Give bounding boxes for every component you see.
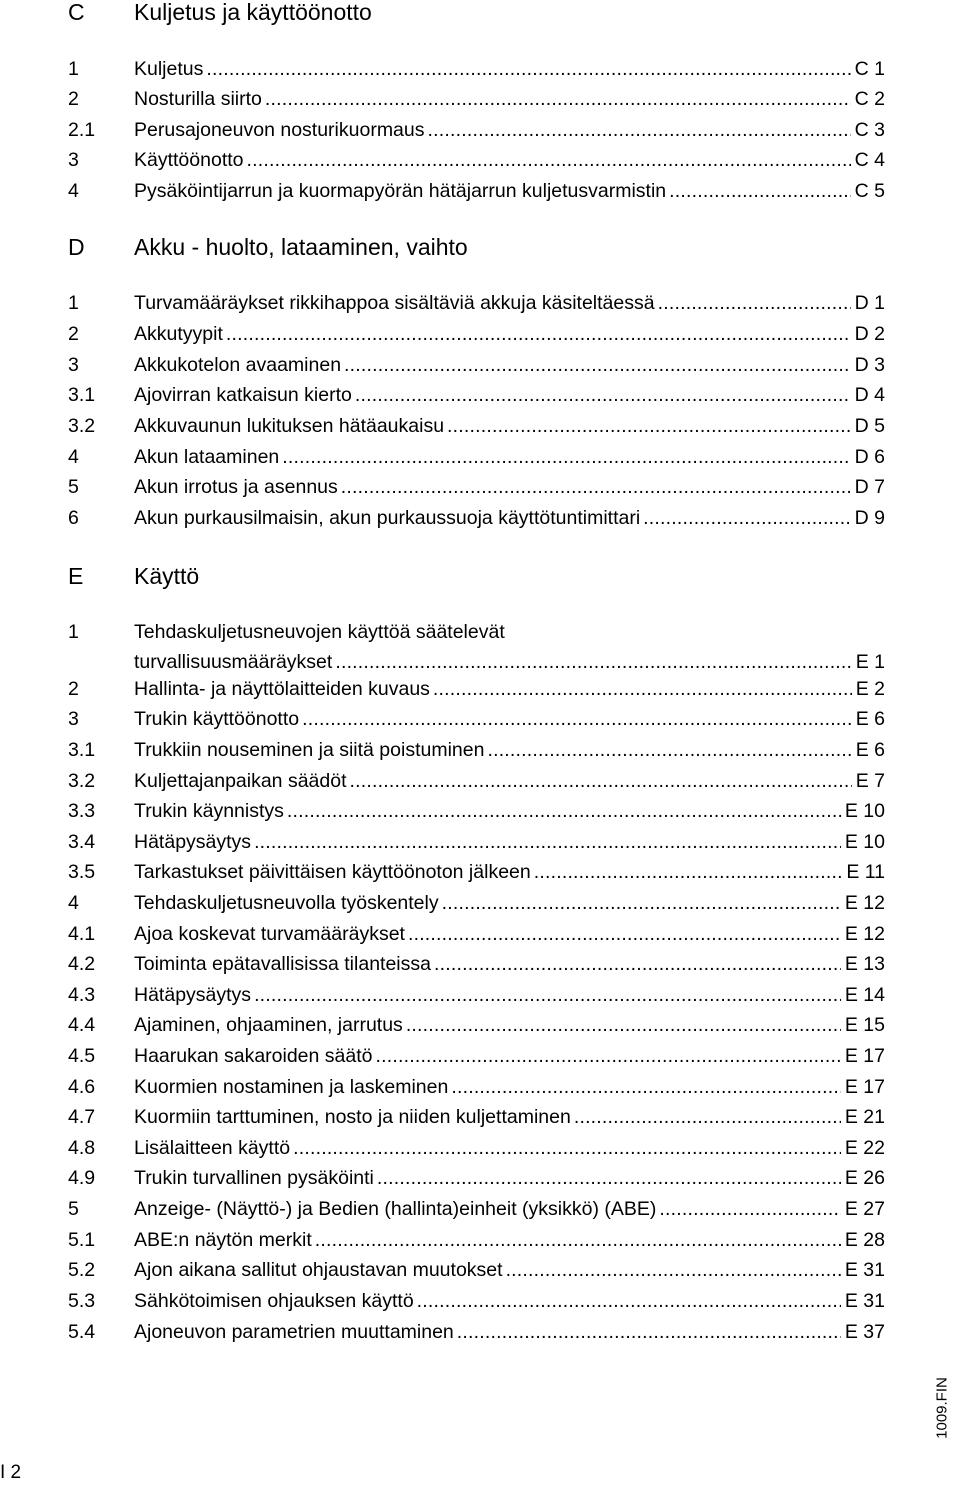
toc-label: Perusajoneuvon nosturikuormaus (134, 119, 425, 141)
toc-number: 2 (68, 323, 79, 345)
toc-entry[interactable] (68, 828, 885, 856)
toc-page: E 14 (844, 984, 885, 1006)
toc-page: D 4 (854, 384, 885, 406)
toc-number: 6 (68, 507, 79, 529)
leader-dots (659, 1195, 841, 1223)
section-title: Akku - huolto, lataaminen, vaihto (134, 234, 468, 260)
toc-page: E 31 (844, 1290, 885, 1312)
toc-entry[interactable] (68, 473, 885, 501)
toc-number: 3 (68, 708, 79, 730)
toc-number: 4.2 (68, 953, 96, 975)
toc-entry[interactable] (68, 85, 885, 113)
leader-dots (658, 289, 851, 317)
toc-number: 1 (68, 292, 79, 314)
leader-dots (254, 828, 841, 856)
toc-label: Nosturilla siirto (134, 88, 262, 110)
toc-entry[interactable] (68, 146, 885, 174)
leader-dots (302, 705, 852, 733)
section-letter: D (68, 234, 85, 260)
leader-dots (335, 648, 851, 676)
leader-dots (487, 736, 851, 764)
toc-label: Hallinta- ja näyttölaitteiden kuvaus (134, 678, 430, 700)
toc-page: E 21 (844, 1106, 885, 1128)
toc-label: Kuljetus (134, 58, 204, 80)
toc-entry[interactable] (68, 618, 885, 676)
toc-number: 4 (68, 446, 79, 468)
toc-page: E 11 (846, 861, 885, 883)
leader-dots (226, 320, 851, 348)
leader-dots (447, 412, 851, 440)
toc-page: E 37 (844, 1321, 885, 1343)
leader-dots (506, 1256, 841, 1284)
leader-dots (643, 504, 850, 532)
toc-label: Akkuvaunun lukituksen hätäaukaisu (134, 415, 445, 437)
toc-label: Anzeige- (Näyttö-) ja Bedien (hallinta)einheit (yksikkö) (ABE) (134, 1198, 657, 1220)
toc-label: ABE:n näytön merkit (134, 1229, 312, 1251)
toc-label: Trukin käynnistys (134, 800, 284, 822)
toc-number: 1 (68, 621, 79, 643)
toc-entry[interactable] (68, 858, 885, 886)
toc-label: Trukin käyttöönotto (134, 708, 300, 730)
toc-label: Trukin turvallinen pysäköinti (134, 1167, 374, 1189)
toc-entry[interactable] (68, 504, 885, 532)
toc-page: C 5 (854, 180, 885, 202)
toc-page: C 2 (854, 88, 885, 110)
toc-number: 3 (68, 354, 79, 376)
toc-page: D 9 (854, 507, 885, 529)
toc-label: Haarukan sakaroiden säätö (134, 1045, 373, 1067)
toc-number: 5 (68, 1198, 79, 1220)
toc-page: E 1 (855, 651, 885, 673)
document-code: 1009.FIN (933, 1377, 951, 1439)
toc-label: Akkutyypit (134, 323, 223, 345)
toc-number: 5.4 (68, 1321, 96, 1343)
toc-entry[interactable] (68, 736, 885, 764)
toc-label: Akun lataaminen (134, 446, 280, 468)
leader-dots (376, 1042, 841, 1070)
leader-dots (457, 1318, 841, 1346)
section-letter: E (68, 563, 84, 589)
toc-page: E 12 (844, 892, 885, 914)
toc-entry[interactable] (68, 950, 885, 978)
toc-label: Käyttöönotto (134, 149, 244, 171)
toc-number: 4.3 (68, 984, 96, 1006)
leader-dots (341, 473, 851, 501)
toc-number: 4.8 (68, 1137, 96, 1159)
toc-page: D 7 (854, 476, 885, 498)
toc-number: 4.5 (68, 1045, 96, 1067)
section-title: Kuljetus ja käyttöönotto (134, 0, 372, 25)
toc-entry[interactable] (68, 1195, 885, 1223)
toc-page: E 17 (844, 1076, 885, 1098)
toc-label: Kuormiin tarttuminen, nosto ja niiden kuljettaminen (134, 1106, 571, 1128)
toc-label: turvallisuusmääräykset (134, 651, 333, 673)
leader-dots (265, 85, 851, 113)
leader-dots (206, 55, 850, 83)
toc-label: Lisälaitteen käyttö (134, 1137, 291, 1159)
leader-dots (315, 1226, 841, 1254)
leader-dots (247, 146, 851, 174)
leader-dots (434, 950, 841, 978)
toc-page: D 3 (854, 354, 885, 376)
toc-number: 3.3 (68, 800, 96, 822)
toc-number: 3.1 (68, 739, 96, 761)
leader-dots (287, 797, 841, 825)
toc-entry[interactable] (68, 889, 885, 917)
toc-number: 4 (68, 180, 79, 202)
toc-label: Tehdaskuljetusneuvojen käyttöä säätelevät (134, 621, 505, 643)
toc-number: 3.5 (68, 861, 96, 883)
leader-dots (408, 920, 841, 948)
leader-dots (442, 889, 841, 917)
toc-entry[interactable] (68, 443, 885, 471)
toc-number: 3.4 (68, 831, 96, 853)
toc-entry[interactable] (68, 981, 885, 1009)
toc-number: 2 (68, 88, 79, 110)
toc-label: Tarkastukset päivittäisen käyttöönoton jälkeen (134, 861, 531, 883)
toc-number: 5.1 (68, 1229, 96, 1251)
toc-label: Akun purkausilmaisin, akun purkaussuoja käyttötuntimittari (134, 507, 641, 529)
toc-number: 4.1 (68, 923, 96, 945)
toc-number: 5 (68, 476, 79, 498)
toc-number: 5.3 (68, 1290, 96, 1312)
leader-dots (669, 177, 850, 205)
toc-page: D 5 (854, 415, 885, 437)
toc-page: E 10 (844, 831, 885, 853)
toc-page: E 31 (844, 1259, 885, 1281)
leader-dots (293, 1134, 841, 1162)
toc-label: Akkukotelon avaaminen (134, 354, 342, 376)
toc-entry[interactable] (68, 1134, 885, 1162)
toc-entry[interactable] (68, 1256, 885, 1284)
toc-label: Ajaminen, ohjaaminen, jarrutus (134, 1014, 403, 1036)
toc-page: E 28 (844, 1229, 885, 1251)
toc-label: Ajoa koskevat turvamääräykset (134, 923, 405, 945)
toc-page: D 1 (854, 292, 885, 314)
leader-dots (534, 858, 843, 886)
section-title: Käyttö (134, 563, 200, 589)
leader-dots (417, 1287, 841, 1315)
toc-label: Hätäpysäytys (134, 984, 252, 1006)
toc-number: 4 (68, 892, 79, 914)
leader-dots (344, 351, 851, 379)
toc-label: Kuormien nostaminen ja laskeminen (134, 1076, 449, 1098)
toc-entry[interactable] (68, 705, 885, 733)
toc-page: E 26 (844, 1167, 885, 1189)
toc-entry[interactable] (68, 1287, 885, 1315)
toc-label: Ajoneuvon parametrien muuttaminen (134, 1321, 454, 1343)
toc-entry[interactable] (68, 675, 885, 703)
toc-page: C 3 (854, 119, 885, 141)
toc-number: 2.1 (68, 119, 96, 141)
toc-entry[interactable] (68, 320, 885, 348)
toc-label: Akun irrotus ja asennus (134, 476, 338, 498)
toc-label: Ajovirran katkaisun kierto (134, 384, 352, 406)
toc-entry[interactable] (68, 55, 885, 83)
toc-label: Trukkiin nouseminen ja siitä poistuminen (134, 739, 485, 761)
leader-dots (451, 1073, 841, 1101)
toc-entry[interactable] (68, 797, 885, 825)
toc-page: E 12 (844, 923, 885, 945)
toc-entry[interactable] (68, 381, 885, 409)
toc-page: E 2 (855, 678, 885, 700)
page-number: I 2 (0, 1462, 22, 1483)
leader-dots (254, 981, 841, 1009)
toc-number: 3.1 (68, 384, 96, 406)
toc-page: E 13 (844, 953, 885, 975)
toc-page: E 6 (855, 739, 885, 761)
toc-page: E 15 (844, 1014, 885, 1036)
toc-entry[interactable] (68, 351, 885, 379)
toc-label: Sähkötoimisen ohjauksen käyttö (134, 1290, 414, 1312)
toc-entry[interactable] (68, 177, 885, 205)
leader-dots (574, 1103, 841, 1131)
toc-label: Tehdaskuljetusneuvolla työskentely (134, 892, 439, 914)
toc-entry[interactable] (68, 116, 885, 144)
leader-dots (350, 767, 852, 795)
toc-number: 3.2 (68, 415, 96, 437)
toc-entry[interactable] (68, 412, 885, 440)
leader-dots (433, 675, 852, 703)
toc-label: Turvamääräykset rikkihappoa sisältäviä akkuja käsiteltäessä (134, 292, 655, 314)
toc-number: 3.2 (68, 770, 96, 792)
toc-entry[interactable] (68, 1042, 885, 1070)
toc-page: D 2 (854, 323, 885, 345)
toc-number: 1 (68, 58, 79, 80)
toc-page: D 6 (854, 446, 885, 468)
toc-page: E 22 (844, 1137, 885, 1159)
toc-entry[interactable] (68, 1164, 885, 1192)
leader-dots (406, 1011, 841, 1039)
toc-page: C 4 (854, 149, 885, 171)
toc-number: 4.7 (68, 1106, 96, 1128)
toc-number: 3 (68, 149, 79, 171)
toc-label: Toiminta epätavallisissa tilanteissa (134, 953, 431, 975)
toc-entry[interactable] (68, 1226, 885, 1254)
toc-page: C 1 (854, 58, 885, 80)
toc-page: E 7 (855, 770, 885, 792)
toc-page: E 6 (855, 708, 885, 730)
toc-number: 5.2 (68, 1259, 96, 1281)
toc-page: E 17 (844, 1045, 885, 1067)
leader-dots (428, 116, 851, 144)
toc-page: E 10 (844, 800, 885, 822)
toc-entry[interactable] (68, 920, 885, 948)
leader-dots (282, 443, 850, 471)
section-letter: C (68, 0, 85, 25)
toc-number: 4.6 (68, 1076, 96, 1098)
toc-entry[interactable] (68, 767, 885, 795)
toc-entry[interactable] (68, 289, 885, 317)
toc-page: E 27 (844, 1198, 885, 1220)
toc-number: 2 (68, 678, 79, 700)
toc-entry[interactable] (68, 1103, 885, 1131)
leader-dots (355, 381, 851, 409)
toc-entry[interactable] (68, 1318, 885, 1346)
toc-entry[interactable] (68, 1073, 885, 1101)
toc-label: Ajon aikana sallitut ohjaustavan muutokset (134, 1259, 503, 1281)
toc-label: Hätäpysäytys (134, 831, 252, 853)
toc-number: 4.9 (68, 1167, 96, 1189)
toc-label: Pysäköintijarrun ja kuormapyörän hätäjarrun kuljetusvarmistin (134, 180, 667, 202)
toc-entry[interactable] (68, 1011, 885, 1039)
leader-dots (377, 1164, 841, 1192)
toc-label: Kuljettajanpaikan säädöt (134, 770, 347, 792)
toc-number: 4.4 (68, 1014, 96, 1036)
